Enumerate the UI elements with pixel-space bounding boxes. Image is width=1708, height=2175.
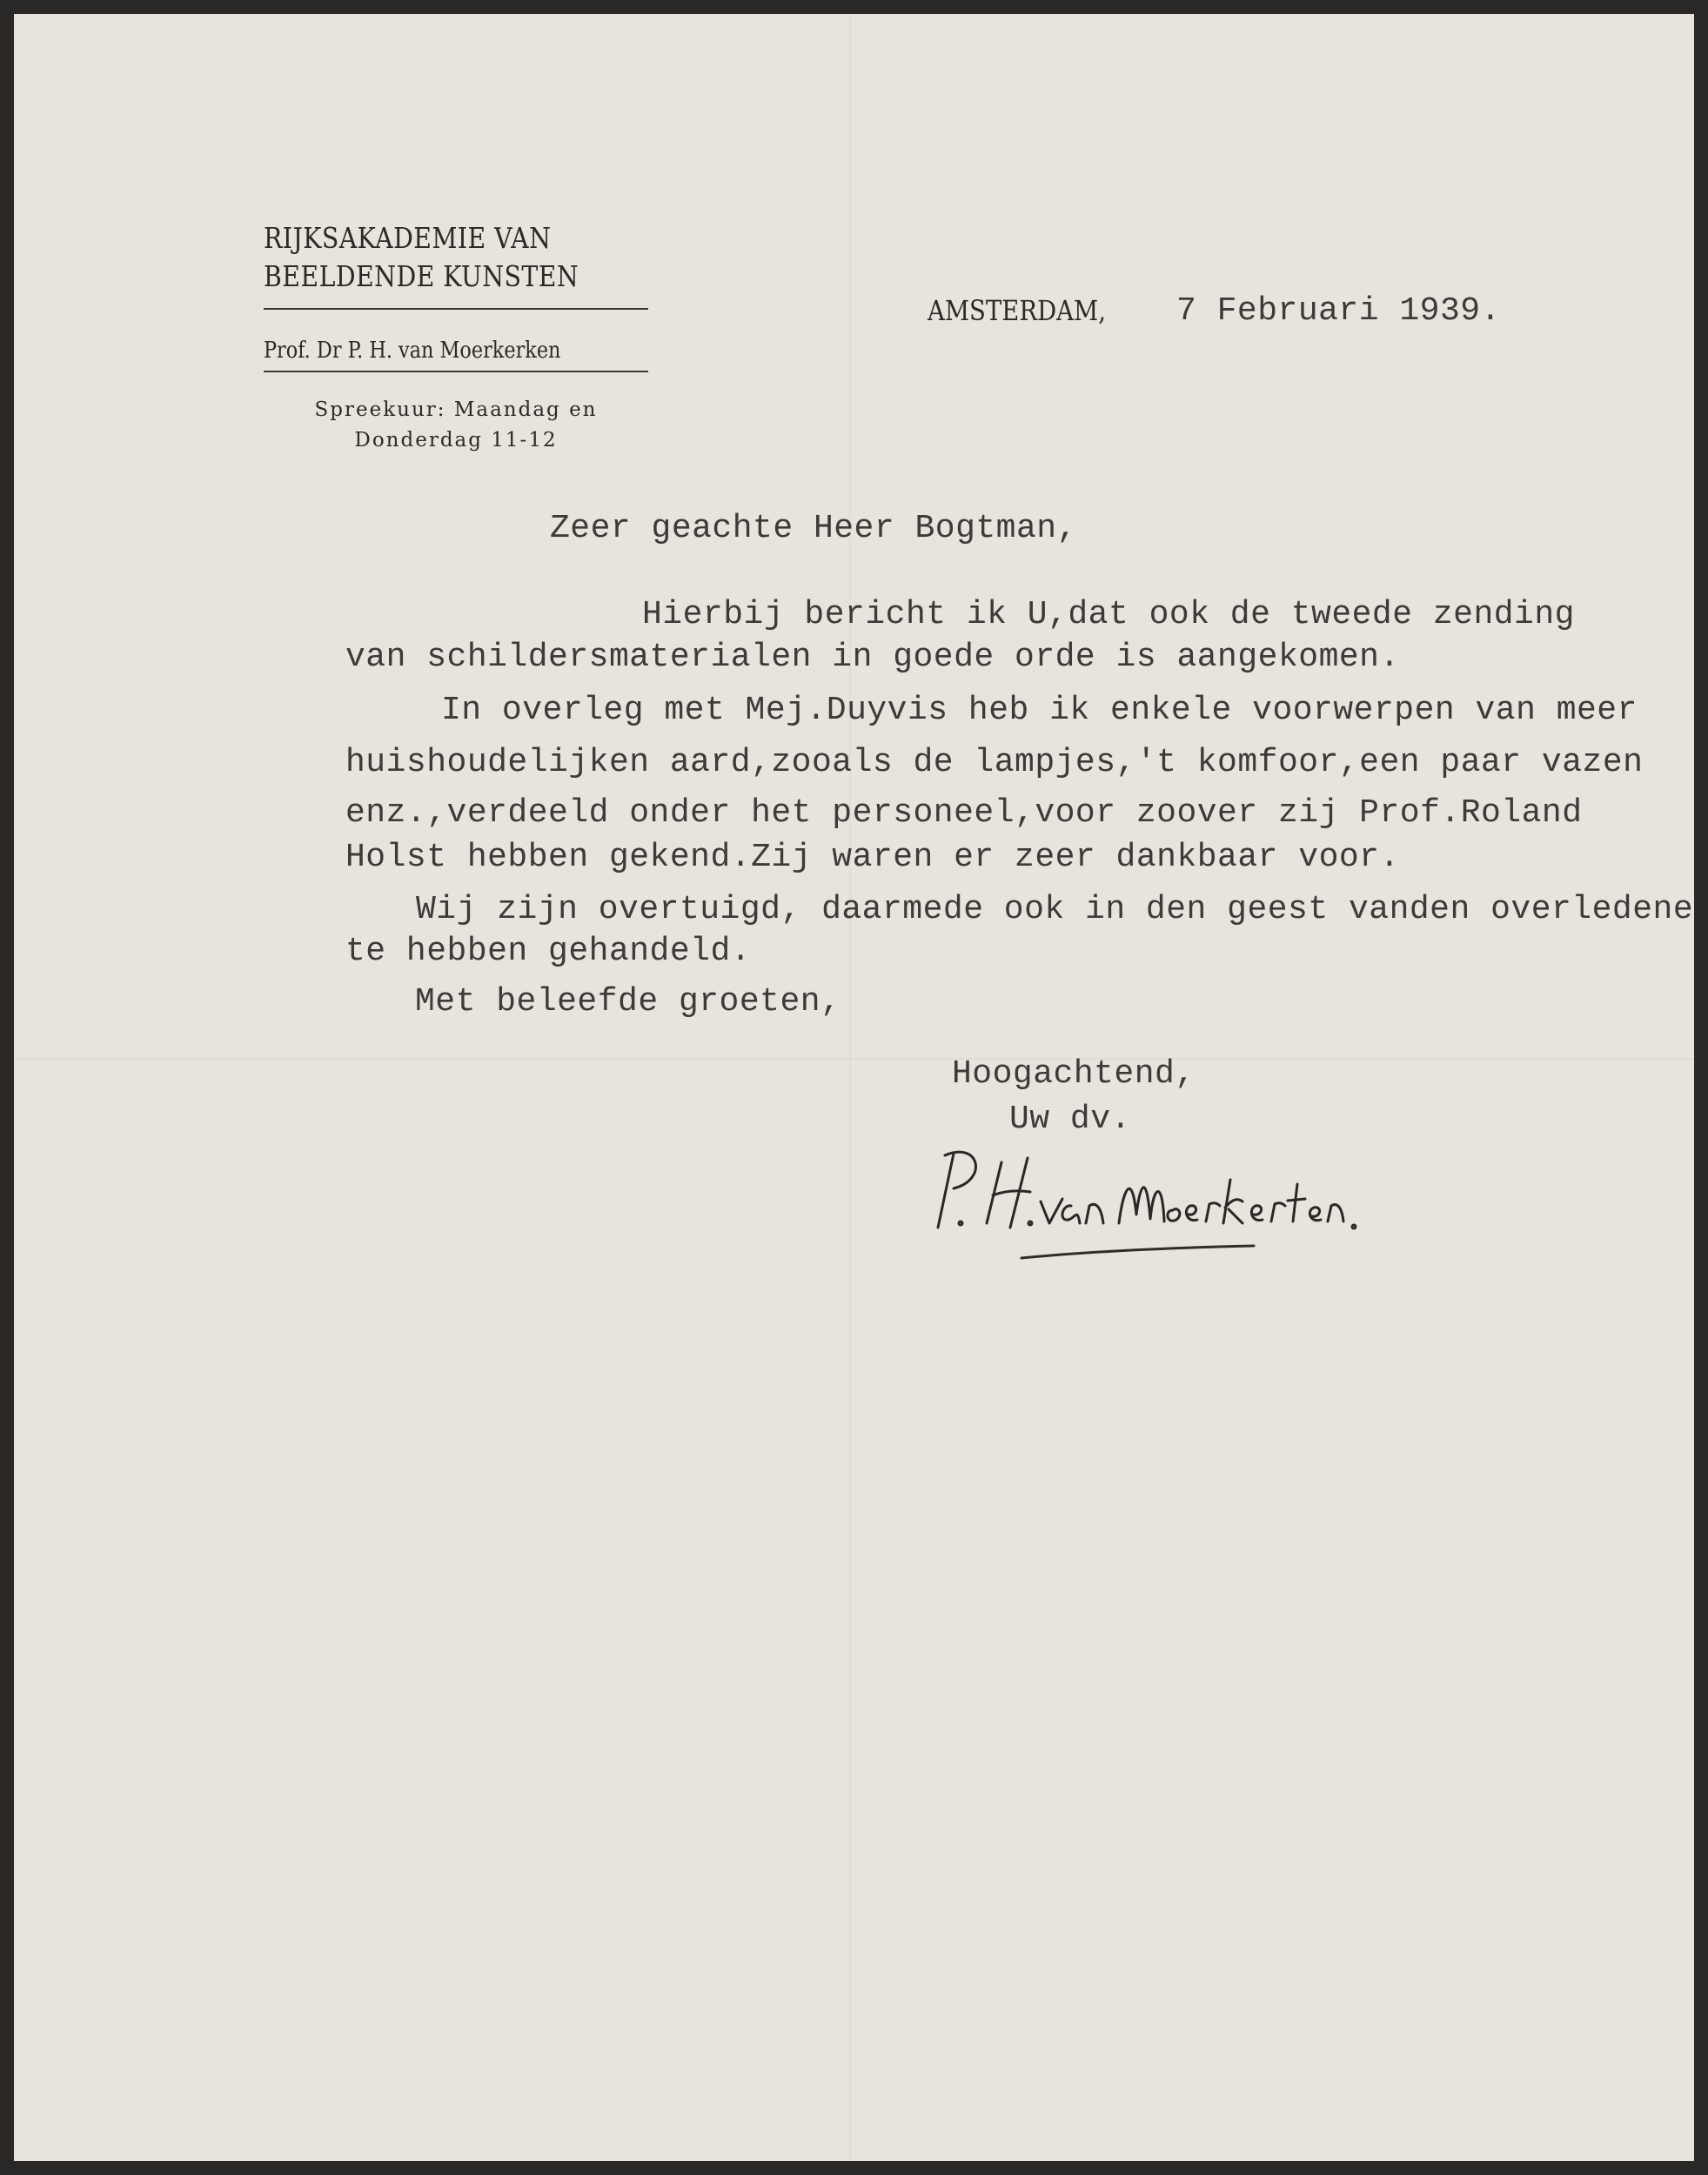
letterhead-institution-line1: RIJKSAKADEMIE VAN [264, 221, 552, 255]
body-line: van schildersmaterialen in goede orde is aangekomen. [345, 639, 1400, 676]
date-city: AMSTERDAM, [928, 294, 1106, 327]
letterhead-divider [264, 308, 648, 310]
office-hours-line1: Spreekuur: Maandag en [314, 398, 598, 421]
letterhead-director: Prof. Dr P. H. van Moerkerken [264, 338, 561, 364]
salutation: Zeer geachte Heer Bogtman, [550, 510, 1077, 547]
body-line: te hebben gehandeld. [345, 933, 752, 970]
body-line: Holst hebben gekend.Zij waren er zeer dankbaar voor. [345, 839, 1400, 876]
body-line: Hierbij bericht ik U,dat ook de tweede zending [642, 596, 1575, 633]
signature-underline [1021, 1246, 1254, 1258]
body-line: In overleg met Mej.Duyvis heb ik enkele voorwerpen van meer [441, 692, 1638, 729]
letter-page [14, 14, 1694, 2161]
body-line: Met beleefde groeten, [415, 983, 841, 1021]
letterhead-institution-line2: BEELDENDE KUNSTEN [264, 259, 579, 293]
closing: Hoogachtend, [952, 1055, 1196, 1093]
letterhead-office-hours [264, 395, 648, 456]
date-value: 7 Februari 1939. [1176, 292, 1501, 330]
body-line: enz.,verdeeld onder het personeel,voor zoover zij Prof.Roland [345, 794, 1583, 832]
office-hours-line2: Donderdag 11-12 [354, 429, 558, 452]
body-line: Wij zijn overtuigd, daarmede ook in den geest vanden overledene [416, 891, 1694, 928]
handwritten-signature [919, 1136, 1406, 1275]
closing-uw-dv: Uw dv. [1009, 1101, 1131, 1138]
fold-line-vertical [849, 14, 851, 2161]
fold-line-horizontal [14, 1058, 1694, 1060]
letterhead-divider [264, 371, 648, 372]
body-line: huishoudelijken aard,zooals de lampjes,'t komfoor,een paar vazen [345, 744, 1644, 781]
